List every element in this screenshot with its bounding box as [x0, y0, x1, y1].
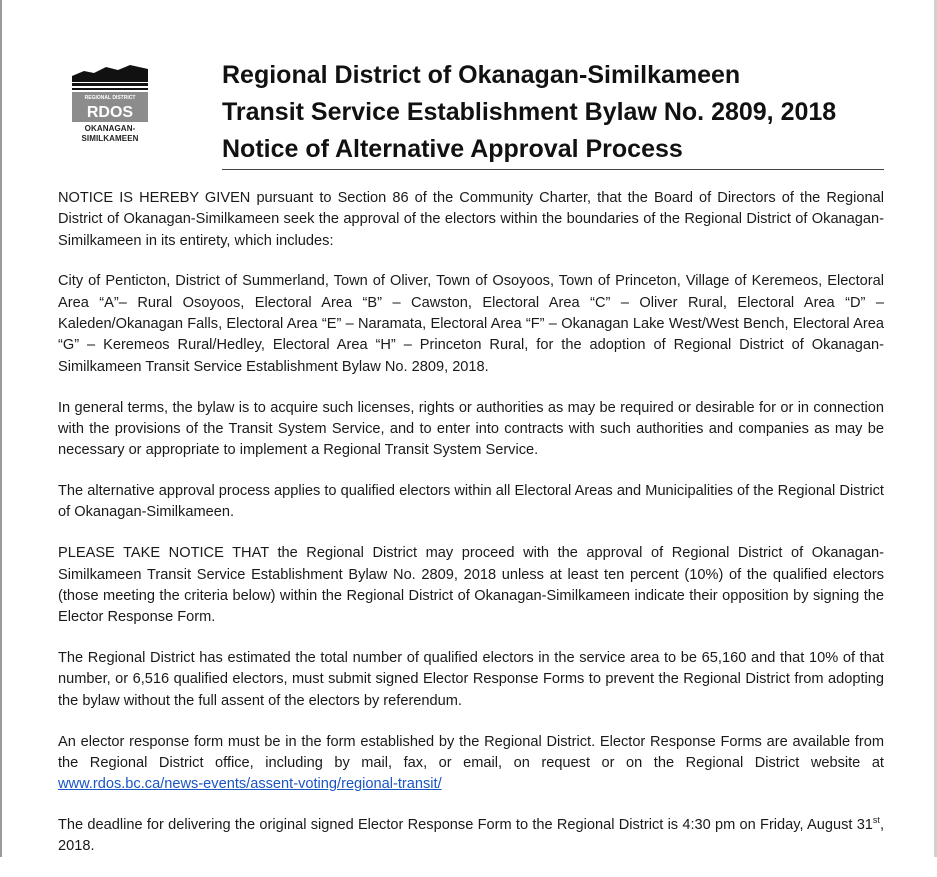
logo-name-line2: SIMILKAMEEN: [81, 134, 139, 143]
deadline-text: The deadline for delivering the original signed Elector Response Form to the Regional District is 4:30 pm on Friday, August 31: [58, 816, 873, 833]
title-divider: [222, 169, 884, 170]
document-title: [222, 57, 892, 168]
logo-name-line1: OKANAGAN-: [84, 124, 136, 133]
response-form-text: An elector response form must be in the form established by the Regional District. Elector Response Forms are available from the Regional District office, including by mail, fax, or email, on request or on the Regional District website at: [58, 733, 884, 771]
title-line-3: Notice of Alternative Approval Process: [222, 135, 683, 163]
paragraph-applies: The alternative approval process applies to qualified electors within all Electoral Areas and Municipalities of the Regional District of Okanagan-Similkameen.: [58, 483, 884, 521]
paragraph-areas: City of Penticton, District of Summerland, Town of Oliver, Town of Osoyoos, Town of Princeton, Village of Keremeos, Electoral Area “A”– Rural Osoyoos, Electoral Area “B” – Cawston, Electoral Area “C” – Oliver Rural, Electoral Area “D” – Kaleden/Okanagan Falls, Electoral Area “E” – Naramata, Electoral Area “F” – Okanagan Lake West/West Bench, Electoral Area “G” – Keremeos Rural/Hedley, Electoral Area “H” – Princeton Rural, for the adoption of Regional District of Okanagan-Similkameen Transit Service Establishment Bylaw No. 2809, 2018.: [58, 273, 884, 375]
title-line-1: Regional District of Okanagan-Similkameen: [222, 61, 741, 89]
deadline-year: , 2018.: [58, 816, 884, 855]
paragraph-estimate: The Regional District has estimated the total number of qualified electors in the service area to be 65,160 and that 10% of that number, or 6,516 qualified electors, must submit signed Elector Response Forms to prevent the Regional District from adopting the bylaw without the full assent of the electors by referendum.: [58, 650, 884, 709]
paragraph-response-form: [58, 732, 884, 796]
rdos-logo-mark: [70, 64, 150, 124]
page-edge-left: [0, 0, 2, 857]
rdos-logo: [70, 64, 152, 174]
logo-initials: RDOS: [86, 104, 134, 121]
paragraph-deadline: [58, 815, 884, 858]
ordinal-suffix: st: [872, 815, 880, 826]
paragraph-notice: NOTICE IS HEREBY GIVEN pursuant to Section 86 of the Community Charter, that the Board of Directors of the Regional District of Okanagan-Similkameen seek the approval of the electors within the boundaries of the Regional District of Okanagan-Similkameen in its entirety, which includes:: [58, 190, 884, 249]
title-line-2: Transit Service Establishment Bylaw No. 2809, 2018: [222, 98, 837, 126]
rdos-website-link[interactable]: www.rdos.bc.ca/news-events/assent-voting/regional-transit/: [58, 776, 442, 793]
logo-name: [70, 124, 150, 144]
paragraph-general-terms: In general terms, the bylaw is to acquire such licenses, rights or authorities as may be required or desirable for or in connection with the provisions of the Transit System Service, and to enter into contracts with such authorities and companies as may be necessary or appropriate to implement a Regional Transit System Service.: [58, 399, 884, 459]
notice-body: [58, 188, 884, 877]
paragraph-take-notice: PLEASE TAKE NOTICE THAT the Regional District may proceed with the approval of Regional District of Okanagan-Similkameen Transit Service Establishment Bylaw No. 2809, 2018 unless at least ten percent (10%) of the qualified electors (those meeting the criteria below) within the Regional District of Okanagan-Similkameen indicate their opposition by signing the Elector Response Form.: [58, 545, 884, 626]
logo-band-text: REGIONAL DISTRICT: [84, 95, 136, 101]
